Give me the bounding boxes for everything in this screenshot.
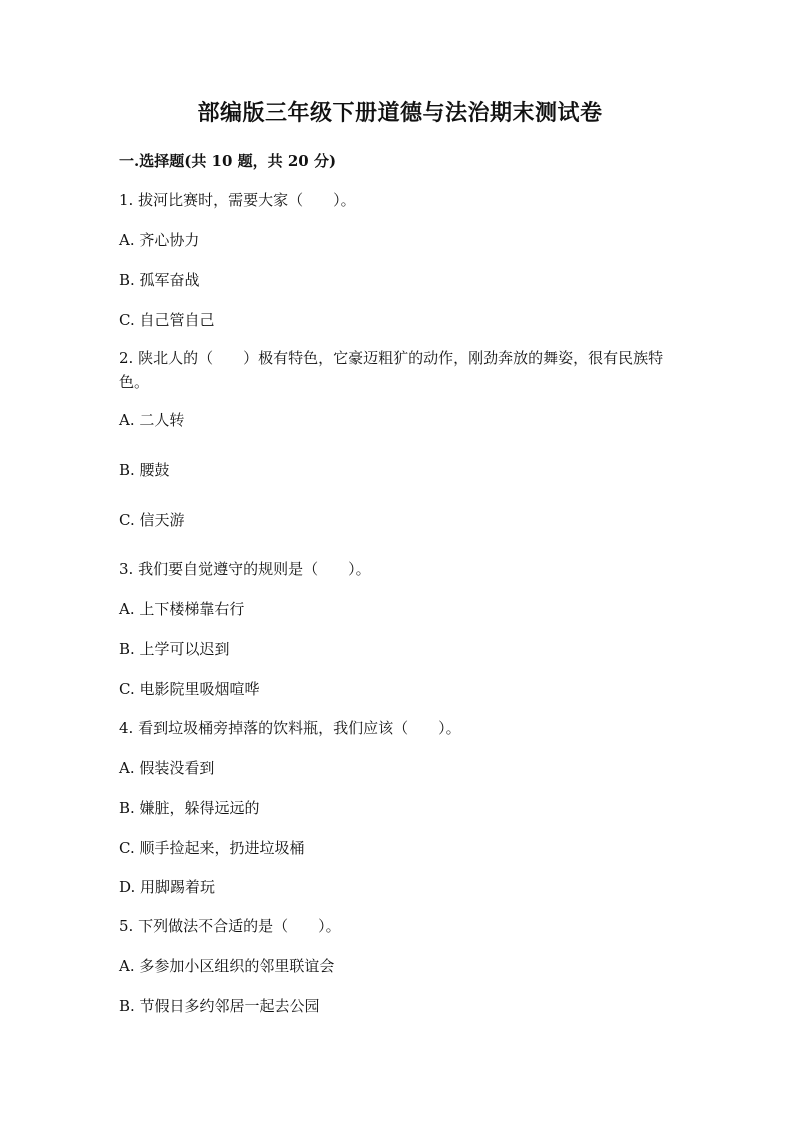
question-stem: 5. 下列做法不合适的是（ ）。: [119, 917, 341, 935]
question-option: D. 用脚踢着玩: [119, 878, 216, 896]
section-heading: 一.选择题(共 10 题，共 20 分): [119, 152, 337, 170]
page-title: 部编版三年级下册道德与法治期末测试卷: [197, 100, 603, 126]
question-option: C. 顺手捡起来，扔进垃圾桶: [119, 839, 305, 857]
question-option: A. 齐心协力: [119, 231, 200, 249]
question-option: A. 假装没看到: [119, 759, 215, 777]
question-option: A. 二人转: [119, 411, 185, 429]
question-option: B. 嫌脏，躲得远远的: [119, 799, 260, 817]
question-option: C. 自己管自己: [119, 311, 215, 329]
question-option: B. 腰鼓: [119, 461, 170, 479]
question-option: B. 孤军奋战: [119, 271, 200, 289]
question-stem: 1. 拔河比赛时，需要大家（ ）。: [119, 191, 356, 209]
question-option: C. 电影院里吸烟喧哗: [119, 680, 260, 698]
question-stem: 3. 我们要自觉遵守的规则是（ ）。: [119, 560, 371, 578]
question-option: B. 节假日多约邻居一起去公园: [119, 997, 320, 1015]
question-option: B. 上学可以迟到: [119, 640, 230, 658]
question-option: A. 上下楼梯靠右行: [119, 600, 245, 618]
question-stem: 4. 看到垃圾桶旁掉落的饮料瓶，我们应该（ ）。: [119, 719, 461, 737]
question-option: A. 多参加小区组织的邻里联谊会: [119, 957, 335, 975]
question-stem: 2. 陕北人的（ ）极有特色，它豪迈粗犷的动作，刚劲奔放的舞姿，很有民族特色。: [119, 349, 664, 391]
question-option: C. 信天游: [119, 511, 185, 529]
